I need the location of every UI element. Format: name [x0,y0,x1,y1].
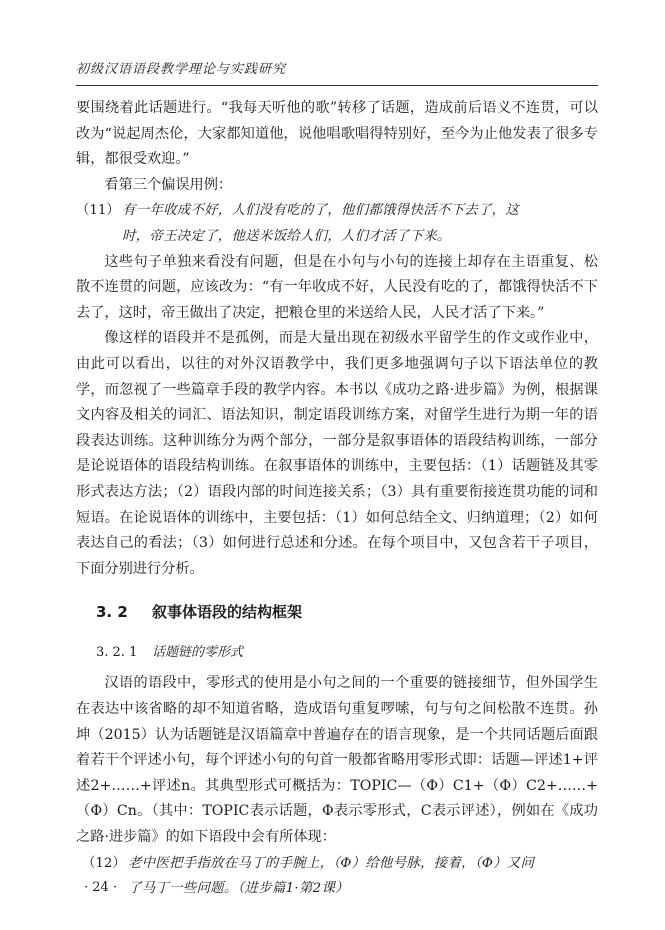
example-number: （12） [82,855,126,871]
example-text [122,198,598,249]
paragraph: 像这样的语段并不是孤例，而是大量出现在初级水平留学生的作文或作业中，由此可以看出，以往的对外汉语教学中，我们更多地强调句子以下语法单位的教学，而忽视了一些篇章手段的教学内容。本书以《成功之路·进步篇》为例，根据课文内容及相关的词汇、语法知识，制定语段训练方案，对留学生进行为期一年的语段表达训练。这种训练分为两个部分，一部分是叙事语体的语段结构训练，一部分是论说语体的语段结构训练。在叙事语体的训练中，主要包括：（1）话题链及其零形式表达方法；（2）语段内部的时间连接关系；（3）具有重要衔接连贯功能的词和短语。在论说语体的训练中，主要包括：（1）如何总结全文、归纳道理；（2）如何表达自己的看法；（3）如何进行总述和分述。在每个项目中，又包含若干子项目，下面分别进行分析。 [76,330,598,577]
example-line: 时，帝王决定了，他送米饭给人们，人们才活了下来。 [122,228,451,244]
paragraph: 这些句子单独来看没有问题，但是在小句与小句的连接上却存在主语重复、松散不连贯的问题，应该改为：“有一年收成不好，人民没有吃的了，都饿得快活不下去了，这时，帝王做出了决定，把粮仓里的米送给人民，人民才活了下来。” [76,253,598,321]
example-line: 老中医把手指放在马丁的手腕上，（Φ）给他号脉，接着，（Φ）又问 [128,855,535,871]
running-header: 初级汉语语段教学理论与实践研究 [76,62,287,77]
paragraph: 要围绕着此话题进行。“我每天听他的歌”转移了话题，造成前后语义不连贯，可以改为“说起周杰伦，大家都知道他，说他唱歌唱得特别好，至今为止他发表了很多专辑，都很受欢迎。” [76,100,598,168]
example-line: 了马丁一些问题。（进步篇1·第2课） [128,881,349,897]
subsection-number: 3. 2. 1 [96,644,138,660]
page-number: · 24 · [84,880,118,895]
page-body [76,96,598,902]
example-11 [76,198,598,249]
example-text [128,851,598,902]
subsection-title: 话题链的零形式 [152,644,244,660]
section-title: 叙事体语段的结构框架 [152,603,303,622]
section-heading [76,600,598,626]
example-number: （11） [76,203,120,219]
paragraph: 看第三个偏误用例： [104,176,233,193]
section-number: 3. 2 [96,603,128,622]
header-rule [76,85,598,86]
subsection-heading [76,640,598,666]
example-line: 有一年收成不好，人们没有吃的了，他们都饿得快活不下去了，这 [122,203,520,219]
paragraph: 汉语的语段中，零形式的使用是小句之间的一个重要的链接细节，但外国学生在表达中该省略的却不知道省略，造成语句重复啰嗦，句与句之间松散不连贯。孙坤（2015）认为话题链是汉语篇章中普遍存在的语言现象，是一个共同话题后面跟着若干个评述小句，每个评述小句的句首一般都省略用零形式即：话题—评述1+评述2+……+评述n。其典型形式可概括为：TOPIC—（Φ）C1+（Φ）C2+……+（Φ）Cn。（其中：TOPIC表示话题，Φ表示零形式，C表示评述），例如在《成功之路·进步篇》的如下语段中会有所体现： [76,675,598,846]
example-12 [76,851,598,902]
